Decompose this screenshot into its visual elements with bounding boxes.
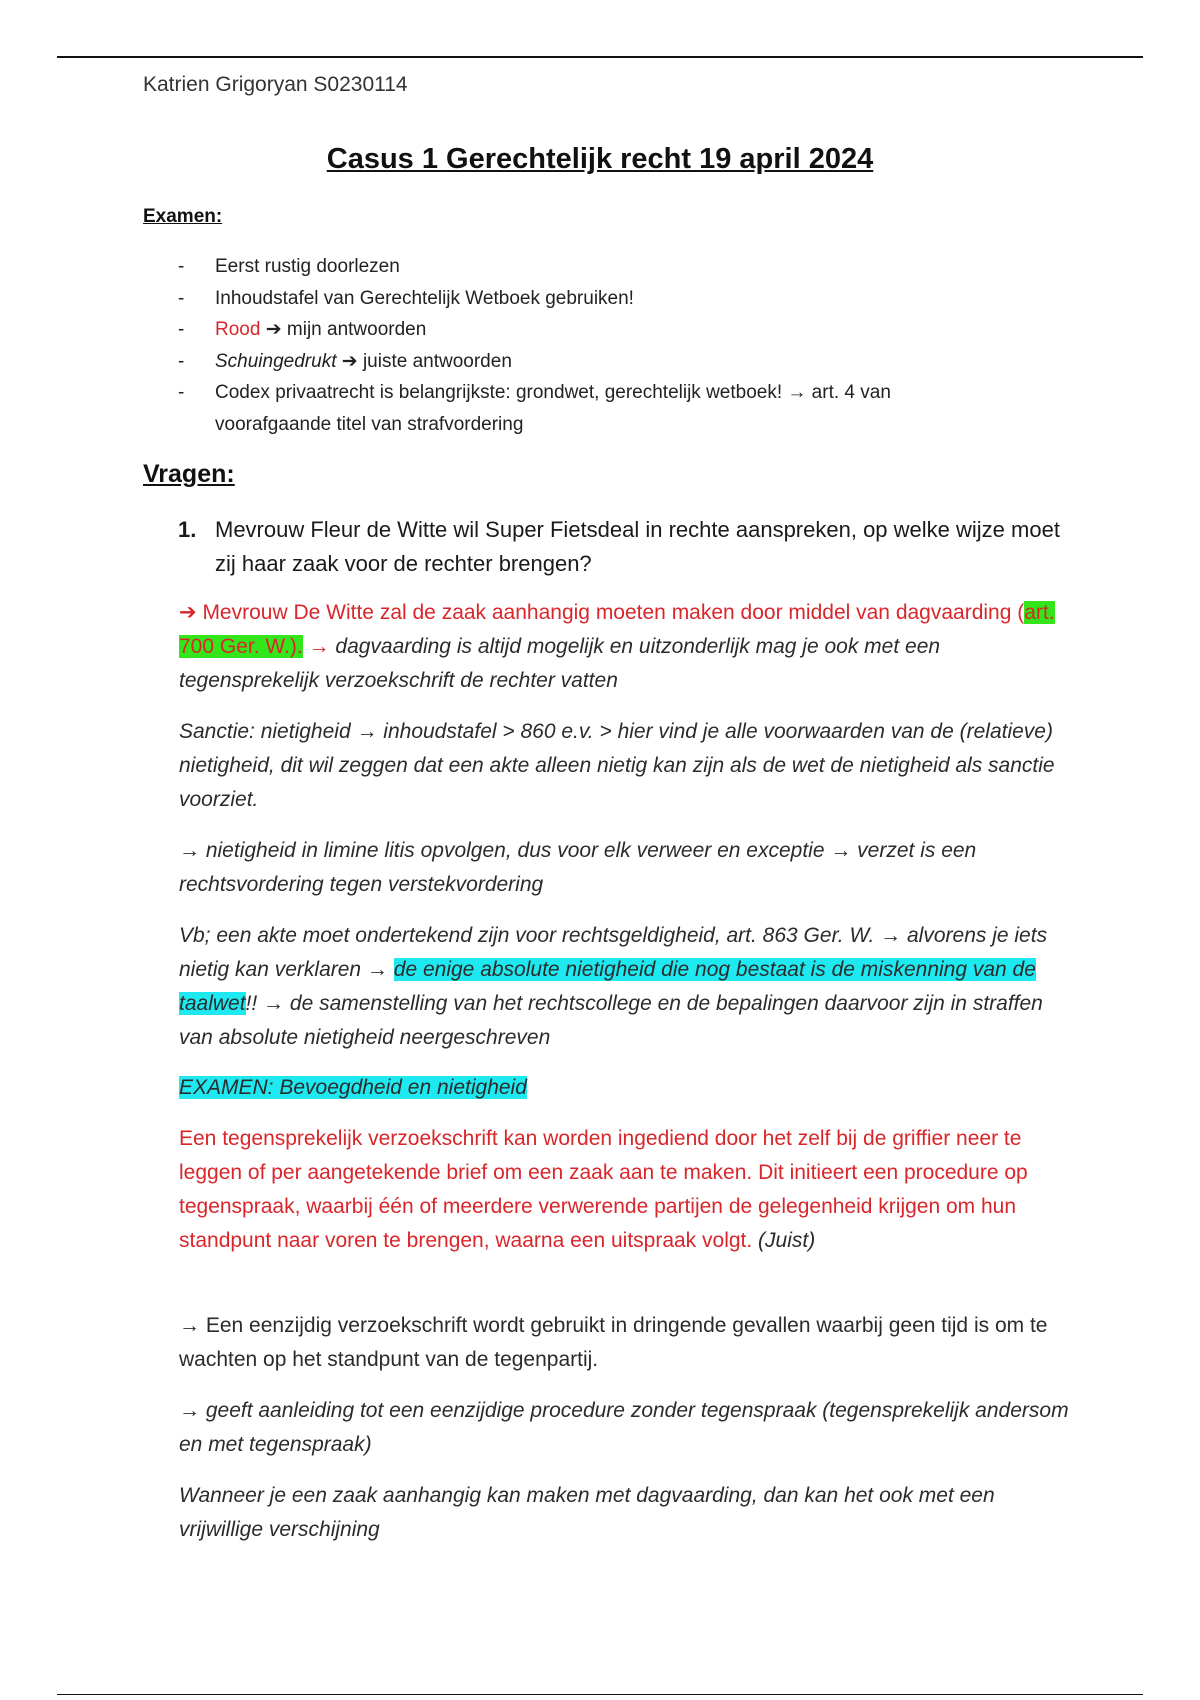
answer-paragraph-limine: → nietigheid in limine litis opvolgen, dus voor elk verweer en exceptie → verzet is een rechtsvordering tegen verstekvordering [179,839,977,896]
taalwet-highlight: de enige absolute nietigheid die nog bestaat is de miskenning van de taalwet [179,958,1036,1015]
bullet-italic-label: Schuingedrukt [215,350,337,372]
answer-paragraph-procedure: → geeft aanleiding tot een eenzijdige procedure zonder tegenspraak (tegensprekelijk andersom en met tegenspraak) [179,1399,1069,1456]
bullet-dash: - [178,256,185,277]
example-text: Vb; een akte moet ondertekend zijn voor rechtsgeldigheid, art. 863 Ger. W. → alvorens je iets nietig kan verklaren → [179,924,1048,981]
bullet-text: juiste antwoorden [357,350,512,372]
answer-italic-text: dagvaarding is altijd mogelijk en uitzonderlijk mag je ook met een tegensprekelijk verzoekschrift de rechter vatten [179,635,941,692]
bullet-text: Eerst rustig doorlezen [215,256,400,277]
answer-red-text: Een tegensprekelijk verzoekschrift kan worden ingediend door het zelf bij de griffier neer te leggen of per aangetekende brief om een zaak aan te maken. Dit initieert een procedure op tegenspraak, waarbij één of meerdere verwerende partijen de gelegenheid krijgen om hun standpunt naar voren te brengen, waarna een uitspraak volgt. [179,1127,1028,1252]
examen-heading: Examen: [143,206,223,227]
bullet-text: mijn antwoorden [281,319,427,340]
author-line: Katrien Grigoryan S0230114 [143,73,408,96]
article-highlight: art. 700 Ger. W.). [179,601,1055,658]
arrow-icon: ➔ [179,601,197,624]
arrow-text: → [302,635,336,658]
question-text: Mevrouw Fleur de Witte wil Super Fietsdeal in rechte aanspreken, op welke wijze moet zij haar zaak voor de rechter brengen? [215,517,1060,576]
bottom-rule [57,1694,1143,1695]
question-1 [178,513,1078,581]
bullet-dash: - [178,319,185,340]
answer-red-text: Mevrouw De Witte zal de zaak aanhangig moeten maken door middel van dagvaarding ( [196,601,1025,624]
example-text-continued: !! → de samenstelling van het rechtscollege en de bepalingen daarvoor zijn in straffen van absolute nietigheid neergeschreven [179,992,1043,1049]
page-title: Casus 1 Gerechtelijk recht 19 april 2024 [326,143,874,175]
examen-note [179,1071,1069,1105]
question-number: 1. [178,517,197,542]
answer-paragraph-eenzijdig: → Een eenzijdig verzoekschrift wordt gebruikt in dringende gevallen waarbij geen tijd is om te wachten op het standpunt van de tegenpartij. [179,1314,1048,1371]
vragen-heading: Vragen: [143,460,235,488]
bullet-red-label: Rood [215,319,261,340]
answer-paragraph-example [179,919,1069,1055]
answer-paragraph-verzoekschrift [179,1122,1069,1258]
bullet-text: Codex privaatrecht is belangrijkste: grondwet, gerechtelijk wetboek! → art. 4 van voorafgaande titel van strafvordering [215,382,891,435]
bullet-dash: - [178,350,185,372]
answer-paragraph-verschijning: Wanneer je een zaak aanhangig kan maken met dagvaarding, dan kan het ook met een vrijwillige verschijning [179,1484,995,1541]
list-item [178,251,998,283]
arrow-icon: ➔ [341,350,358,372]
bullet-dash: - [178,287,185,309]
juist-label: (Juist) [752,1229,816,1252]
list-item [178,314,998,346]
answer-paragraph-sanctie: Sanctie: nietigheid → inhoudstafel > 860 e.v. > hier vind je alle voorwaarden van de (relatieve) nietigheid, dit wil zeggen dat een akte alleen nietig kan zijn als de wet de nietigheid als sanctie voorziet. [179,720,1055,811]
list-item [178,346,998,378]
arrow-icon: ➔ [265,319,282,340]
bullet-dash: - [178,382,185,403]
list-item [178,283,998,315]
examen-bullet-list [178,251,998,440]
answer-paragraph-1 [179,596,1069,698]
list-item [178,377,998,440]
examen-highlight: EXAMEN: Bevoegdheid en nietigheid [179,1076,527,1099]
top-rule [57,56,1143,58]
bullet-text: Inhoudstafel van Gerechtelijk Wetboek gebruiken! [215,287,634,309]
